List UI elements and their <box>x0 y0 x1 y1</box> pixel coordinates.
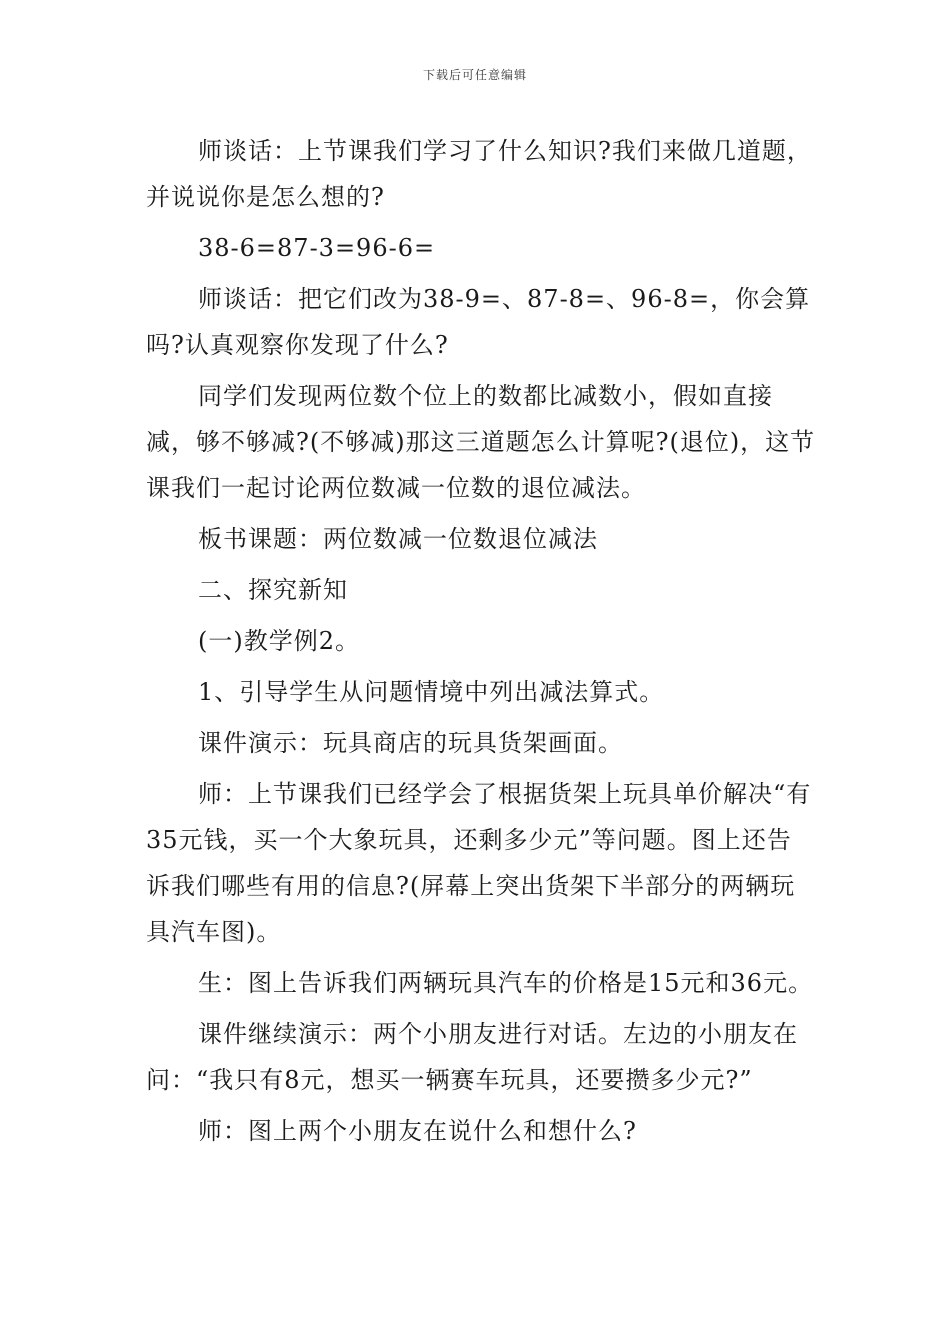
paragraph-1: 师谈话：上节课我们学习了什么知识?我们来做几道题，并说说你是怎么想的? <box>146 137 812 211</box>
paragraph-11: 生：图上告诉我们两辆玩具汽车的价格是15元和36元。 <box>198 969 814 997</box>
paragraph-4: 同学们发现两位数个位上的数都比减数小，假如直接减，够不够减?(不够减)那这三道题怎么计算呢?(退位)，这节课我们一起讨论两位数减一位数的退位减法。 <box>146 382 816 502</box>
paragraph-8: 1、引导学生从问题情境中列出减法算式。 <box>198 678 665 706</box>
page-header: 下载后可任意编辑 <box>422 68 527 82</box>
paragraph-12: 课件继续演示：两个小朋友进行对话。左边的小朋友在问：“我只有8元，想买一辆赛车玩具，还要攒多少元?” <box>146 1020 798 1094</box>
document-body <box>146 128 816 1159</box>
paragraph-5: 板书课题：两位数减一位数退位减法 <box>198 525 598 553</box>
paragraph-10: 师：上节课我们已经学会了根据货架上玩具单价解决“有35元钱，买一个大象玩具，还剩多少元”等问题。图上还告诉我们哪些有用的信息?(屏幕上突出货架下半部分的两辆玩具汽车图)。 <box>146 780 812 946</box>
paragraph-2: 38-6=87-3=96-6= <box>198 234 436 262</box>
paragraph-7: (一)教学例2。 <box>198 627 360 655</box>
paragraph-13: 师：图上两个小朋友在说什么和想什么? <box>198 1117 637 1145</box>
paragraph-3: 师谈话：把它们改为38-9=、87-8=、96-8=，你会算吗?认真观察你发现了什么? <box>146 285 811 359</box>
paragraph-9: 课件演示：玩具商店的玩具货架画面。 <box>198 729 623 757</box>
paragraph-6: 二、探究新知 <box>198 576 348 604</box>
